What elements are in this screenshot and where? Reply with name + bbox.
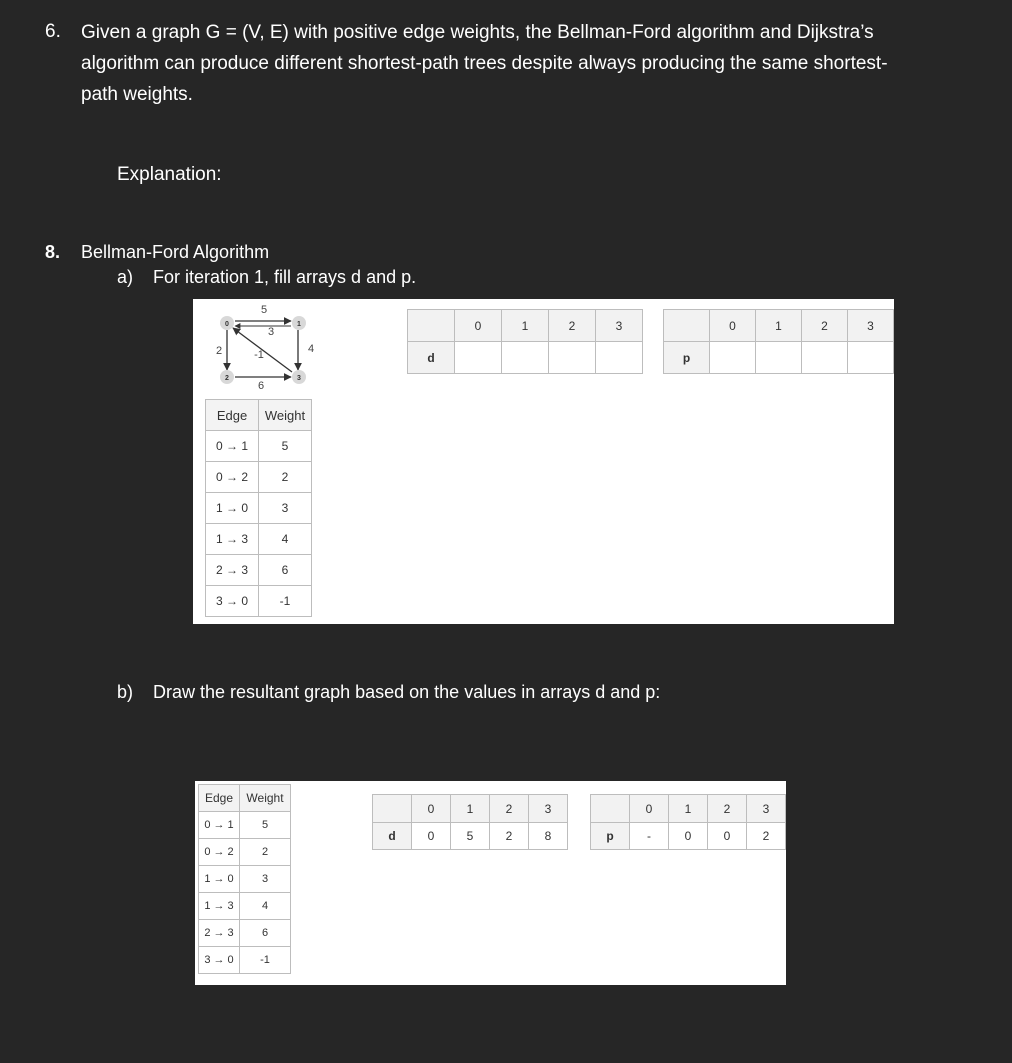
q6-line-2: algorithm can produce different shortest-path trees despite always producing the same shortest- xyxy=(81,53,888,74)
p-cell-3[interactable] xyxy=(847,342,893,374)
p-value-2: 0 xyxy=(708,823,747,850)
d-value-1: 5 xyxy=(451,823,490,850)
p-row-label: p xyxy=(591,823,630,850)
p-value-1: 0 xyxy=(669,823,708,850)
edge-header: Edge xyxy=(199,785,240,812)
weight-2-3: 6 xyxy=(257,380,265,392)
weight-3-0: -1 xyxy=(254,349,264,361)
index-header: 1 xyxy=(451,795,490,823)
p-value-3: 2 xyxy=(747,823,786,850)
node-0-label: 0 xyxy=(225,321,229,328)
graph-diagram xyxy=(209,300,329,395)
index-header: 2 xyxy=(708,795,747,823)
index-header: 3 xyxy=(596,310,643,342)
d-row-label: d xyxy=(408,342,455,374)
edge-cell: 2 → 3 xyxy=(199,920,240,947)
edge-header: Edge xyxy=(206,400,259,431)
index-header: 1 xyxy=(755,310,801,342)
index-header: 0 xyxy=(455,310,502,342)
result-array-p-table xyxy=(590,794,786,850)
p-row-label: p xyxy=(664,342,710,374)
iteration-1-panel xyxy=(193,299,894,624)
edge-cell: 0 → 1 xyxy=(206,431,259,462)
node-3-label: 3 xyxy=(297,375,301,382)
weight-cell: 4 xyxy=(259,524,312,555)
p-cell-2[interactable] xyxy=(801,342,847,374)
weight-cell: 5 xyxy=(259,431,312,462)
node-1-label: 1 xyxy=(297,321,301,328)
index-header: 2 xyxy=(801,310,847,342)
weight-0-2: 2 xyxy=(215,345,223,357)
p-cell-1[interactable] xyxy=(755,342,801,374)
d-cell-0[interactable] xyxy=(455,342,502,374)
q8-title: Bellman-Ford Algorithm xyxy=(81,242,270,262)
weight-cell: 6 xyxy=(240,920,291,947)
p-value-0: - xyxy=(630,823,669,850)
array-d-table xyxy=(407,309,643,374)
weight-cell: -1 xyxy=(259,586,312,617)
edge-weight-table xyxy=(205,399,312,617)
d-cell-2[interactable] xyxy=(549,342,596,374)
weight-1-0: 3 xyxy=(267,326,275,338)
part-a-text: For iteration 1, fill arrays d and p. xyxy=(153,267,417,287)
p-cell-0[interactable] xyxy=(710,342,756,374)
d-value-3: 8 xyxy=(529,823,568,850)
weight-cell: 3 xyxy=(259,493,312,524)
array-p-table xyxy=(663,309,894,374)
weight-cell: 6 xyxy=(259,555,312,586)
q6-text xyxy=(81,17,888,110)
edge-cell: 0 → 1 xyxy=(199,812,240,839)
edge-cell: 3 → 0 xyxy=(206,586,259,617)
part-a-label: a) xyxy=(117,267,134,287)
d-cell-1[interactable] xyxy=(502,342,549,374)
edge-cell: 1 → 0 xyxy=(206,493,259,524)
weight-cell: 4 xyxy=(240,893,291,920)
q8-number: 8. xyxy=(45,242,61,262)
result-edge-weight-table xyxy=(198,784,291,974)
index-header: 0 xyxy=(710,310,756,342)
index-header: 3 xyxy=(529,795,568,823)
result-panel xyxy=(195,781,786,985)
part-b-text: Draw the resultant graph based on the values in arrays d and p: xyxy=(153,682,661,702)
weight-0-1: 5 xyxy=(260,304,268,316)
d-value-0: 0 xyxy=(412,823,451,850)
d-value-2: 2 xyxy=(490,823,529,850)
edge-cell: 3 → 0 xyxy=(199,947,240,974)
edge-cell: 1 → 3 xyxy=(199,893,240,920)
weight-cell: 2 xyxy=(259,462,312,493)
index-header: 1 xyxy=(502,310,549,342)
d-cell-3[interactable] xyxy=(596,342,643,374)
part-b-label: b) xyxy=(117,682,134,702)
index-header: 3 xyxy=(847,310,893,342)
index-header: 2 xyxy=(490,795,529,823)
weight-cell: 3 xyxy=(240,866,291,893)
index-header: 0 xyxy=(630,795,669,823)
node-2-label: 2 xyxy=(225,375,229,382)
index-header: 2 xyxy=(549,310,596,342)
q6-number: 6. xyxy=(45,21,61,42)
edge-cell: 2 → 3 xyxy=(206,555,259,586)
weight-cell: -1 xyxy=(240,947,291,974)
edge-cell: 1 → 0 xyxy=(199,866,240,893)
index-header: 1 xyxy=(669,795,708,823)
index-header: 0 xyxy=(412,795,451,823)
index-header: 3 xyxy=(747,795,786,823)
edge-cell: 0 → 2 xyxy=(199,839,240,866)
q6-explanation-label: Explanation: xyxy=(117,164,222,185)
edge-cell: 0 → 2 xyxy=(206,462,259,493)
q6-line-3: path weights. xyxy=(81,84,193,105)
q6-line-1: Given a graph G = (V, E) with positive edge weights, the Bellman-Ford algorithm and Dijkstra’s xyxy=(81,22,874,43)
weight-cell: 2 xyxy=(240,839,291,866)
result-array-d-table xyxy=(372,794,568,850)
edge-cell: 1 → 3 xyxy=(206,524,259,555)
weight-header: Weight xyxy=(259,400,312,431)
weight-header: Weight xyxy=(240,785,291,812)
weight-cell: 5 xyxy=(240,812,291,839)
weight-1-3: 4 xyxy=(307,343,315,355)
d-row-label: d xyxy=(373,823,412,850)
